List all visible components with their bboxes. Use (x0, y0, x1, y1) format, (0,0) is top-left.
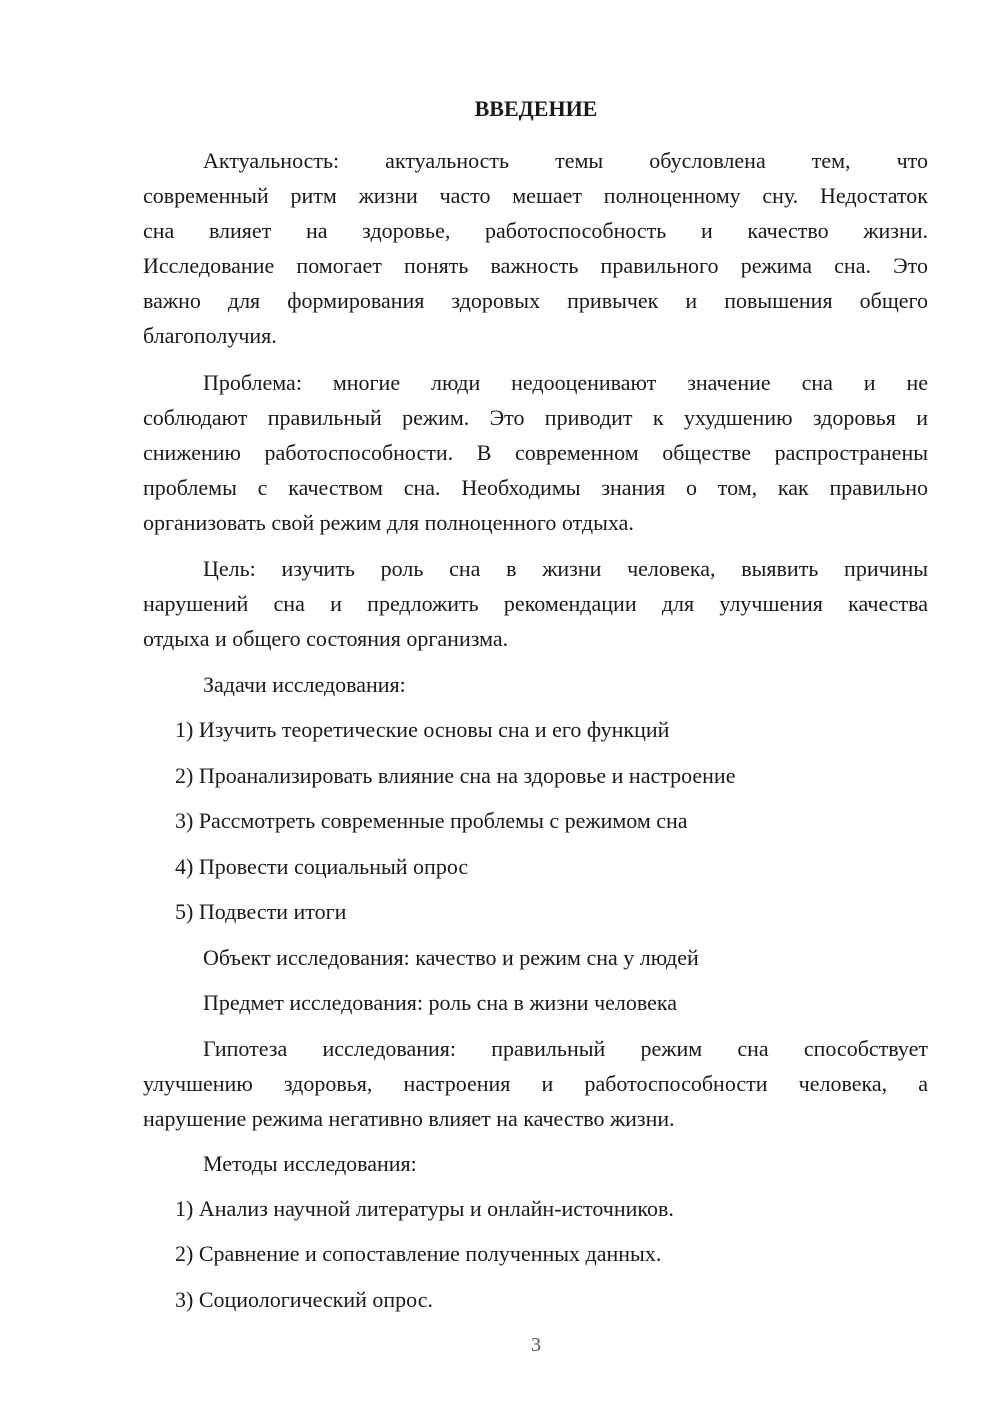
text-line: улучшению здоровья, настроения и работоспособности человека, а (143, 1071, 928, 1096)
text-line: 2) Сравнение и сопоставление полученных данных. (175, 1241, 662, 1266)
text-line: Проблема: многие люди недооценивают значение сна и не (203, 370, 928, 395)
text-line: Гипотеза исследования: правильный режим сна способствует (203, 1036, 928, 1061)
section-title: ВВЕДЕНИЕ (474, 96, 598, 121)
text-line: благополучия. (143, 323, 277, 348)
text-line: проблемы с качеством сна. Необходимы знания о том, как правильно (143, 475, 928, 500)
text-line: сна влияет на здоровье, работоспособность и качество жизни. (143, 218, 928, 243)
text-line: отдыха и общего состояния организма. (143, 626, 509, 651)
paragraph (143, 143, 928, 353)
text-line: Цель: изучить роль сна в жизни человека, выявить причины (203, 556, 928, 581)
paragraph (143, 667, 928, 702)
text-line: 5) Подвести итоги (175, 899, 347, 924)
text-line: организовать свой режим для полноценного отдыха. (143, 510, 634, 535)
text-line: 1) Анализ научной литературы и онлайн-источников. (175, 1196, 674, 1221)
list-item (143, 1282, 928, 1317)
page-number: 3 (531, 1334, 541, 1356)
text-line: 3) Рассмотреть современные проблемы с режимом сна (175, 808, 688, 833)
text-line: 3) Социологический опрос. (175, 1287, 433, 1312)
text-line: Методы исследования: (203, 1151, 417, 1176)
list-item (143, 758, 928, 793)
text-line: 2) Проанализировать влияние сна на здоровье и настроение (175, 763, 736, 788)
text-line: Объект исследования: качество и режим сна у людей (203, 945, 699, 970)
text-line: 4) Провести социальный опрос (175, 854, 469, 879)
text-line: Предмет исследования: роль сна в жизни человека (203, 990, 678, 1015)
text-line: Задачи исследования: (203, 672, 406, 697)
text-line: снижению работоспособности. В современном обществе распространены (143, 440, 928, 465)
text-line: нарушений сна и предложить рекомендации для улучшения качества (143, 591, 928, 616)
list-item (143, 849, 928, 884)
text-line: Актуальность: актуальность темы обусловлена тем, что (203, 148, 928, 173)
text-line: Исследование помогает понять важность правильного режима сна. Это (143, 253, 928, 278)
list-item (143, 1236, 928, 1271)
list-item (143, 1191, 928, 1226)
list-item (143, 712, 928, 747)
list-item (143, 894, 928, 929)
paragraph (143, 985, 928, 1020)
paragraph (143, 1031, 928, 1136)
paragraph (143, 1146, 928, 1181)
text-line: нарушение режима негативно влияет на качество жизни. (143, 1106, 675, 1131)
paragraph (143, 551, 928, 656)
text-line: важно для формирования здоровых привычек и повышения общего (143, 288, 928, 313)
text-line: соблюдают правильный режим. Это приводит к ухудшению здоровья и (143, 405, 928, 430)
list-item (143, 803, 928, 838)
paragraph (143, 365, 928, 540)
text-line: современный ритм жизни часто мешает полноценному сну. Недостаток (143, 183, 928, 208)
text-line: 1) Изучить теоретические основы сна и его функций (175, 717, 670, 742)
paragraph (143, 940, 928, 975)
